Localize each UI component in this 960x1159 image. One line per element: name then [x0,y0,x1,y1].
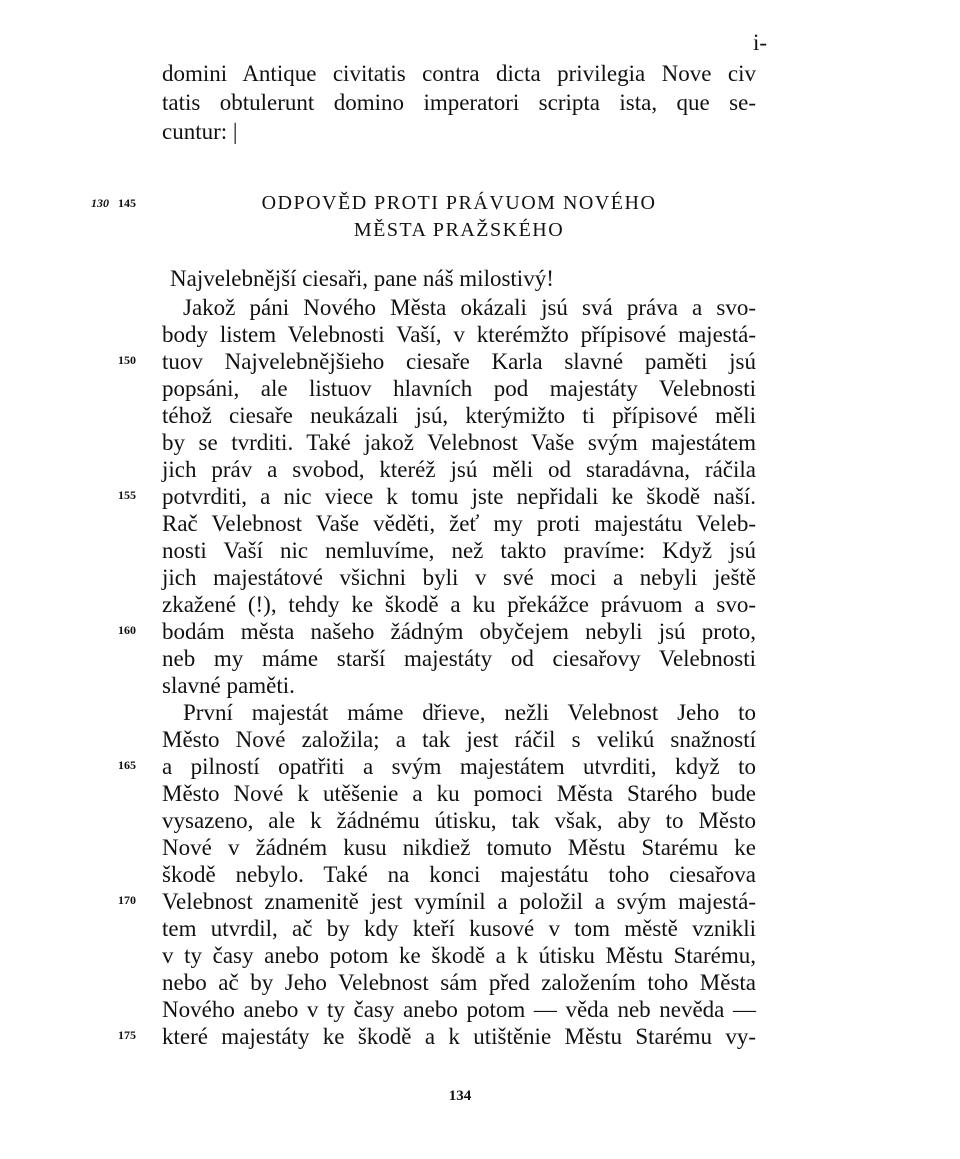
margin-number: 145 [118,196,136,210]
body-line: bodám města našeho žádným obyčejem nebyli jsú proto, [162,619,756,644]
body-line: které majestáty ke škodě a k utištěnie Městu Starému vy- [162,1024,756,1049]
body-line: jich majestátové všichni byli v své moci a nebyli ještě [162,565,756,590]
body-line: jich práv a svobod, kteréž jsú měli od staradávna, ráčila [162,457,756,482]
intro-line: tatis obtulerunt domino imperatori scripta ista, que se- [162,90,756,115]
body-line: téhož ciesaře neukázali jsú, kterýmižto ti přípisové měli [162,403,756,428]
body-line: Nové v žádném kusu nikdiež tomuto Městu Starému ke [162,835,756,860]
intro-line: domini Antique civitatis contra dicta privilegia Nove civ [162,61,756,86]
body-line: Rač Velebnost Vaše věděti, žeť my proti majestátu Veleb- [162,511,756,536]
body-line: Velebnost znamenitě jest vymínil a položil a svým majestá- [162,889,756,914]
body-line: tem utvrdil, ač by kdy kteří kusové v tom městě vznikli [162,916,756,941]
body-line: popsáni, ale listuov hlavních pod majestáty Velebnosti [162,376,756,401]
body-line: slavné paměti. [162,673,295,698]
body-line: neb my máme starší majestáty od ciesařovy Velebnosti [162,646,756,671]
margin-number: 165 [118,758,136,772]
body-line: potvrditi, a nic viece k tomu jste nepřidali ke škodě naší. [162,484,756,509]
margin-number-outer: 130 [91,196,109,210]
body-line: body listem Velebnosti Vaší, v kterémžto přípisové majestá- [162,322,756,347]
section-heading-line: ODPOVĚD PROTI PRÁVUOM NOVÉHO [261,192,657,214]
body-line: Město Nové k utěšenie a ku pomoci Města Starého bude [162,781,756,806]
body-line: Město Nové založila; a tak jest ráčil s velikú snažností [162,727,756,752]
body-line: Jakož páni Nového Města okázali jsú svá práva a svo- [183,295,756,320]
margin-number: 155 [118,488,136,502]
body-line: tuov Najvelebnějšieho ciesaře Karla slavné paměti jsú [162,349,756,374]
body-line: by se tvrditi. Také jakož Velebnost Vaše svým majestátem [162,430,756,455]
body-line: vysazeno, ale k žádnému útisku, tak však, aby to Město [162,808,756,833]
body-line: škodě nebylo. Také na konci majestátu toho ciesařova [162,862,756,887]
margin-number: 170 [118,893,136,907]
body-line: Nového anebo v ty časy anebo potom — věda neb nevěda — [162,997,756,1022]
intro-line: cuntur: | [162,119,238,144]
body-line: nosti Vaší nic nemluvíme, než takto pravíme: Když jsú [162,538,756,563]
margin-number: 175 [118,1028,136,1042]
page-number: 134 [448,1088,472,1104]
body-line: v ty časy anebo potom ke škodě a k útisku Městu Starému, [162,943,756,968]
corner-mark: i- [752,30,767,55]
section-heading-line: MĚSTA PRAŽSKÉHO [353,219,565,241]
body-line: nebo ač by Jeho Velebnost sám před založením toho Města [162,970,756,995]
body-line: a pilností opatřiti a svým majestátem utvrditi, když to [162,754,756,779]
body-line: zkažené (!), tehdy ke škodě a ku překážce právuom a svo- [162,592,756,617]
body-line: První majestát máme dřieve, nežli Velebnost Jeho to [183,700,756,725]
margin-number: 160 [118,623,136,637]
body-line: Najvelebnější ciesaři, pane náš milostivý! [170,266,554,291]
margin-number: 150 [118,353,136,367]
